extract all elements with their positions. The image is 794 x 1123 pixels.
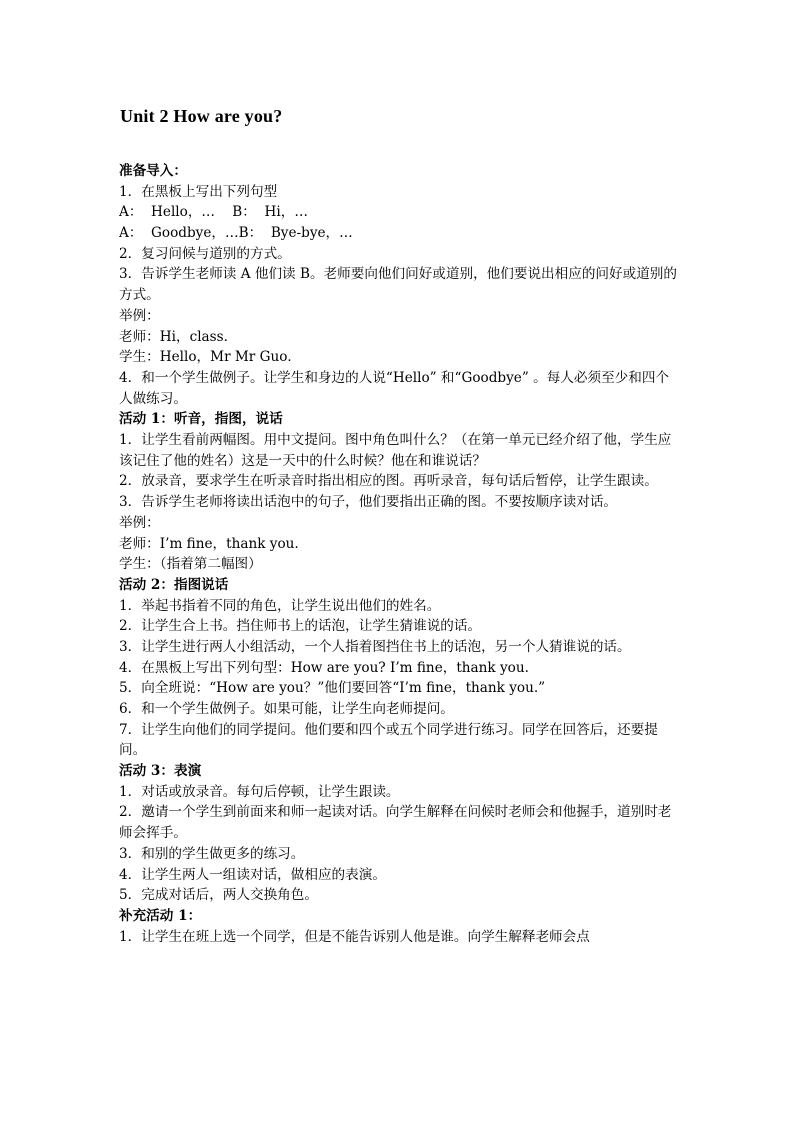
line-text: 2．让学生合上书。挡住师书上的话泡，让学生猜谁说的话。 [119, 618, 482, 635]
line-text: A： Goodbye，…B： Bye-bye，… [119, 225, 353, 242]
line-text: 3．告诉学生老师读 A 他们读 B。老师要向他们问好或道别，他们要说出相应的问好或道别的方式。 [119, 266, 677, 304]
paragraph-line [119, 678, 677, 699]
paragraph-line [119, 802, 677, 843]
paragraph-line [119, 720, 677, 761]
paragraph-line [119, 616, 677, 637]
paragraph-line [119, 865, 677, 886]
paragraph-line [119, 699, 677, 720]
document-body [119, 161, 677, 947]
section-heading [119, 906, 677, 927]
line-text: 2．邀请一个学生到前面来和师一起读对话。向学生解释在问候时老师会和他握手，道别时老师会挥手。 [119, 804, 672, 842]
line-text: 老师：Hi，class． [119, 328, 238, 345]
paragraph-line [119, 844, 677, 865]
line-text: 1．在黑板上写出下列句型 [119, 183, 278, 200]
line-text: 6．和一个学生做例子。如果可能，让学生向老师提问。 [119, 701, 454, 718]
line-text: 补充活动 1： [119, 907, 202, 924]
line-text: 5．向全班说：“How are you？”他们要回答“I’m fine，thank you.” [119, 680, 546, 697]
paragraph-line [119, 554, 677, 575]
line-text: 活动 3：表演 [119, 763, 202, 780]
section-heading [119, 161, 677, 182]
line-text: 准备导入： [119, 163, 187, 179]
paragraph-line [119, 264, 677, 305]
line-text: 4．让学生两人一组读对话，做相应的表演。 [119, 866, 386, 883]
line-text: 3．告诉学生老师将读出话泡中的句子，他们要指出正确的图。不要按顺序读对话。 [119, 494, 618, 511]
paragraph-line [119, 927, 677, 948]
line-text: 7．让学生向他们的同学提问。他们要和四个或五个同学进行练习。同学在回答后，还要提问。 [119, 721, 658, 759]
paragraph-line [119, 513, 677, 534]
line-text: A： Hello，… B： Hi，… [119, 204, 308, 221]
paragraph-line [119, 534, 677, 555]
line-text: 1．让学生在班上选一个同学，但是不能告诉别人他是谁。向学生解释老师会点 [119, 928, 590, 945]
paragraph-line [119, 430, 677, 471]
paragraph-line [119, 327, 677, 348]
line-text: 活动 2：指图说话 [119, 576, 229, 593]
section-heading [119, 575, 677, 596]
paragraph-line [119, 782, 677, 803]
line-text: 举例： [119, 514, 160, 531]
section-heading [119, 409, 677, 430]
paragraph-line [119, 244, 677, 265]
line-text: 3．和别的学生做更多的练习。 [119, 845, 305, 862]
line-text: 3．让学生进行两人小组活动，一个人指着图挡住书上的话泡，另一个人猜谁说的话。 [119, 638, 631, 655]
paragraph-line [119, 471, 677, 492]
paragraph-line [119, 596, 677, 617]
paragraph-line [119, 492, 677, 513]
line-text: 2．复习问候与道别的方式。 [119, 245, 291, 262]
paragraph-line [119, 182, 677, 203]
line-text: 1．对话或放录音。每句后停顿，让学生跟读。 [119, 783, 400, 800]
line-text: 1．让学生看前两幅图。用中文提问。图中角色叫什么？（在第一单元已经介绍了他，学生应该记住了他的姓名）这是一天中的什么时候？他在和谁说话？ [119, 432, 672, 469]
line-text: 4．和一个学生做例子。让学生和身边的人说“Hello” 和“Goodbye” 。每人必须至少和四个人做练习。 [119, 369, 670, 407]
line-text: 活动 1：听音，指图，说话 [119, 411, 283, 428]
paragraph-line [119, 658, 677, 679]
paragraph-line [119, 202, 677, 223]
line-text: 举例： [119, 307, 160, 324]
line-text: 学生：Hello，Mr Mr Guo． [119, 349, 302, 366]
line-text: 老师：I’m fine，thank you. [119, 535, 299, 552]
paragraph-line [119, 347, 677, 368]
paragraph-line [119, 637, 677, 658]
line-text: 学生：（指着第二幅图） [119, 556, 262, 573]
paragraph-line [119, 223, 677, 244]
paragraph-line [119, 306, 677, 327]
paragraph-line [119, 368, 677, 409]
section-heading [119, 761, 677, 782]
line-text: 4．在黑板上写出下列句型：How are you? I’m fine，thank you. [119, 659, 529, 676]
document-title: Unit 2 How are you? [120, 106, 283, 126]
line-text: 1．举起书指着不同的角色，让学生说出他们的姓名。 [119, 597, 441, 614]
line-text: 5．完成对话后，两人交换角色。 [119, 887, 318, 904]
line-text: 2．放录音，要求学生在听录音时指出相应的图。再听录音，每句话后暂停，让学生跟读。 [119, 473, 658, 490]
paragraph-line [119, 885, 677, 906]
